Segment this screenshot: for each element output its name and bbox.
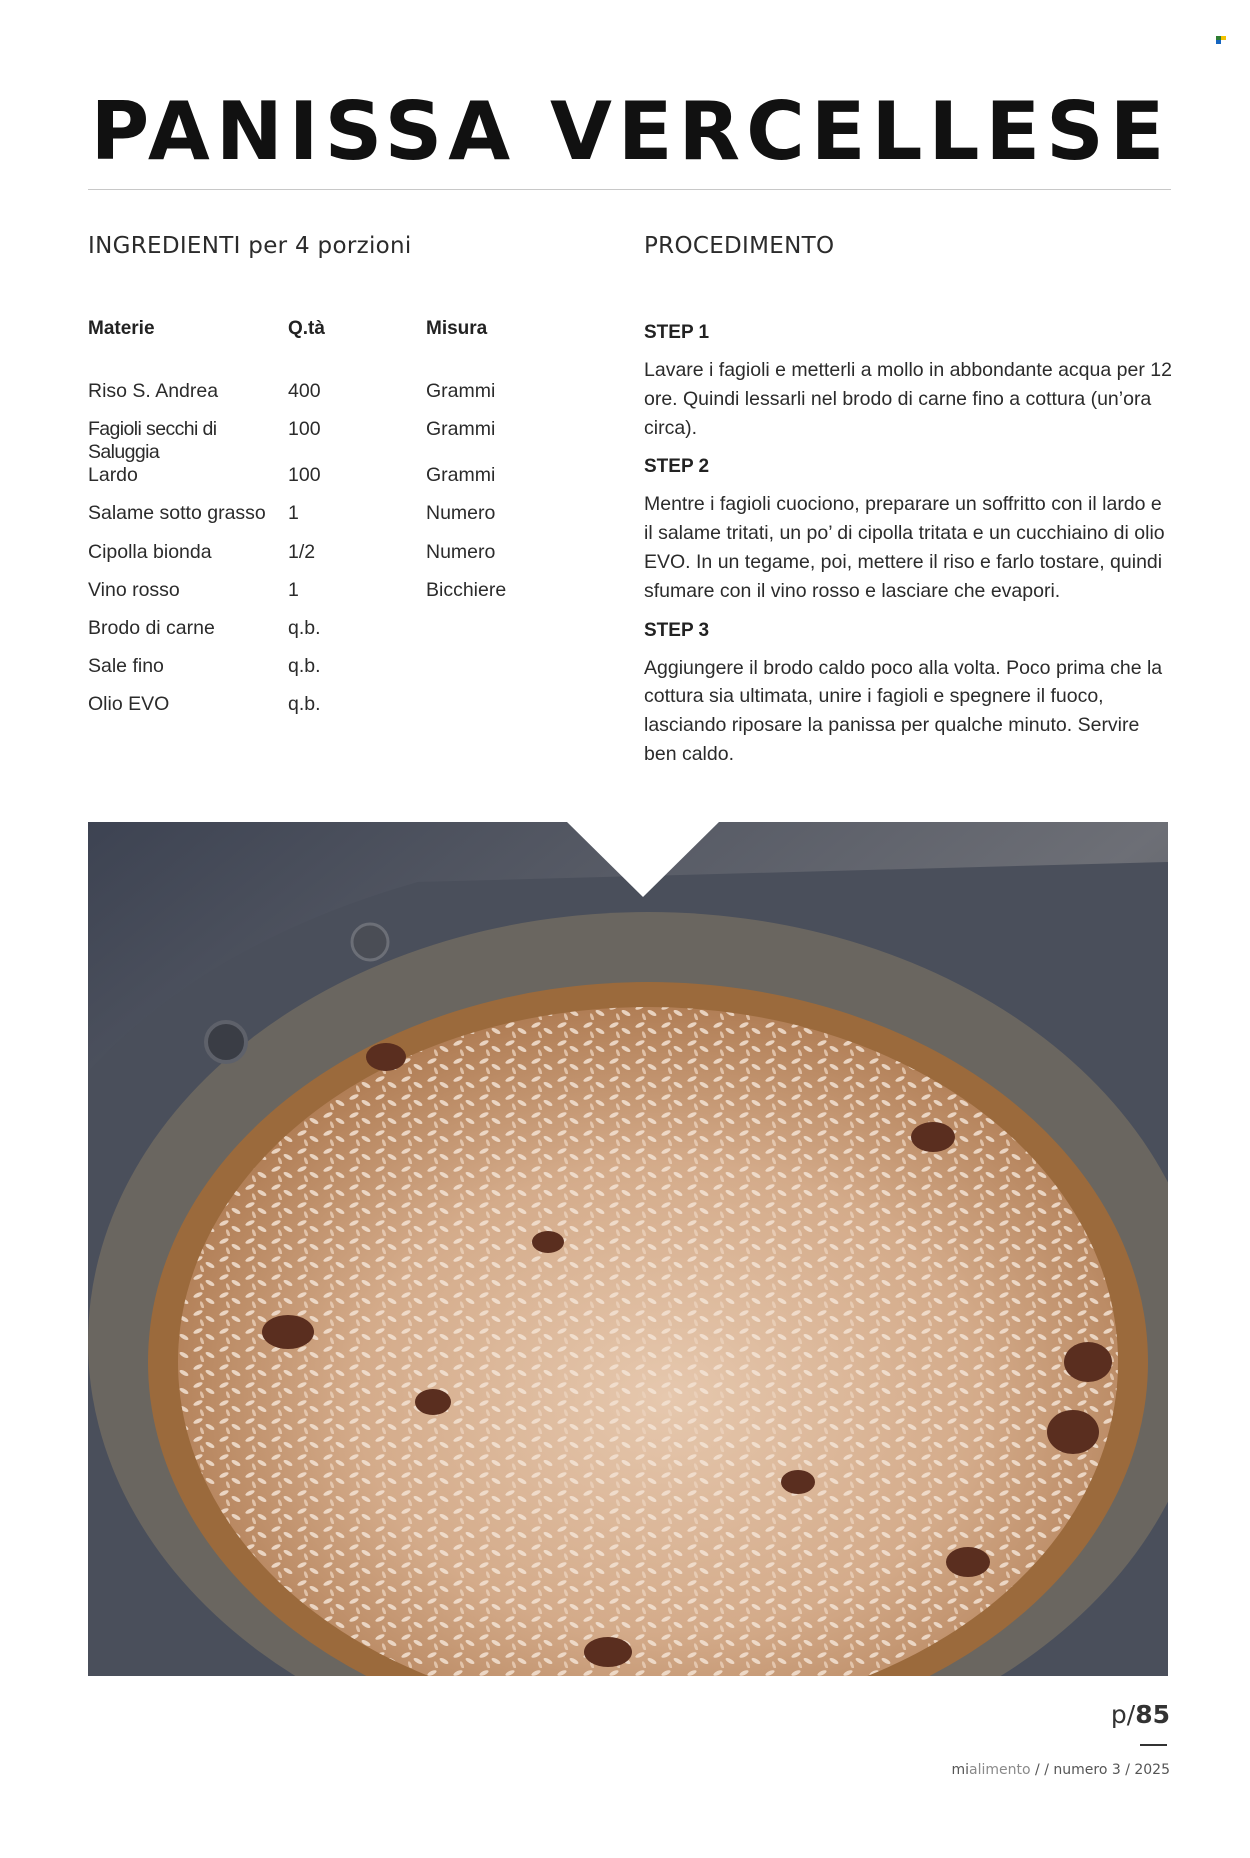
- step-text: Lavare i fagioli e metterli a mollo in abbondante acqua per 12 ore. Quindi lessarli nel brodo di carne fino a cottura (un’ora circa).: [644, 359, 1172, 439]
- ingredient-name: Brodo di carne: [88, 616, 215, 639]
- ingredient-qty: q.b.: [288, 655, 321, 678]
- ingredient-qty: 100: [288, 464, 321, 487]
- ingredient-qty: 1: [288, 502, 299, 525]
- step-1: [644, 322, 1174, 442]
- photo-notch: [566, 821, 720, 897]
- page-number-value: 85: [1135, 1700, 1170, 1729]
- ingredient-qty: 1/2: [288, 540, 316, 563]
- ingredient-name: Lardo: [88, 464, 138, 487]
- column-header-quantita: Q.tà: [288, 318, 325, 339]
- ingredient-unit: [426, 693, 606, 731]
- page-title: PANISSA VERCELLESE: [90, 85, 1171, 178]
- table-row: [88, 502, 606, 540]
- step-title: STEP 1: [644, 322, 710, 343]
- table-row: [88, 655, 606, 693]
- table-row: [88, 579, 606, 617]
- table-row: [88, 541, 606, 579]
- footer-issue: [870, 1762, 1170, 1778]
- ingredient-name: Salame sotto grasso: [88, 502, 266, 525]
- procedure-steps: [644, 322, 1174, 783]
- ingredient-name: Riso S. Andrea: [88, 380, 219, 402]
- ingredients-table: [88, 318, 606, 732]
- ingredient-name: Olio EVO: [88, 693, 170, 716]
- ingredients-header-row: [88, 318, 606, 380]
- table-row: [88, 464, 606, 502]
- step-title: STEP 2: [644, 456, 710, 478]
- ingredient-unit: Numero: [426, 540, 496, 563]
- corner-color-mark: [1216, 36, 1226, 44]
- ingredient-qty: 400: [288, 380, 321, 402]
- issue-info: / / numero 3 / 2025: [1030, 1762, 1170, 1778]
- table-row: [88, 693, 606, 731]
- ingredient-qty: 100: [288, 418, 321, 441]
- ingredient-name: Sale fino: [88, 655, 164, 678]
- ingredient-unit: Grammi: [426, 464, 496, 487]
- ingredient-unit: [426, 655, 606, 693]
- table-row: [88, 380, 606, 418]
- ingredient-unit: Grammi: [426, 380, 496, 402]
- ingredient-name: Fagioli secchi di Saluggia: [88, 418, 217, 464]
- table-row: [88, 617, 606, 655]
- ingredient-unit: Bicchiere: [426, 578, 507, 601]
- page-prefix: p/: [1110, 1700, 1136, 1729]
- column-header-materie: Materie: [88, 318, 155, 339]
- ingredient-unit: Numero: [426, 502, 496, 525]
- brand-mi: mi: [951, 1762, 970, 1778]
- ingredient-unit: [426, 617, 606, 655]
- ingredient-qty: q.b.: [288, 616, 321, 639]
- page-number-rule: [1140, 1744, 1167, 1746]
- ingredient-qty: 1: [288, 578, 299, 601]
- procedure-heading: PROCEDIMENTO: [644, 233, 835, 259]
- ingredient-name: Cipolla bionda: [88, 540, 212, 563]
- table-row: [88, 418, 606, 464]
- step-title: STEP 3: [644, 619, 710, 641]
- title-divider: [88, 189, 1171, 190]
- ingredient-unit: Grammi: [426, 418, 496, 441]
- page-number: [1090, 1700, 1170, 1729]
- column-header-misura: Misura: [426, 318, 488, 339]
- step-text: Aggiungere il brodo caldo poco alla volta. Poco prima che la cottura sia ultimata, unire i fagioli e spegnere il fuoco, lasciando riposare la panissa per qualche minuto. Servire ben caldo.: [644, 656, 1163, 765]
- recipe-photo: [88, 822, 1168, 1676]
- ingredient-qty: q.b.: [288, 693, 321, 716]
- ingredients-heading: INGREDIENTI per 4 porzioni: [88, 233, 412, 259]
- step-2: [644, 456, 1174, 605]
- brand-alimento: alimento: [969, 1762, 1031, 1778]
- ingredient-name: Vino rosso: [88, 578, 180, 601]
- step-3: [644, 620, 1174, 769]
- step-text: Mentre i fagioli cuociono, preparare un soffritto con il lardo e il salame tritati, un po’ di cipolla tritata e un cucchiaino di olio EVO. In un tegame, poi, mettere il riso e farlo tostare, quindi sfumare con il vino rosso e lasciare che evapori.: [644, 493, 1165, 602]
